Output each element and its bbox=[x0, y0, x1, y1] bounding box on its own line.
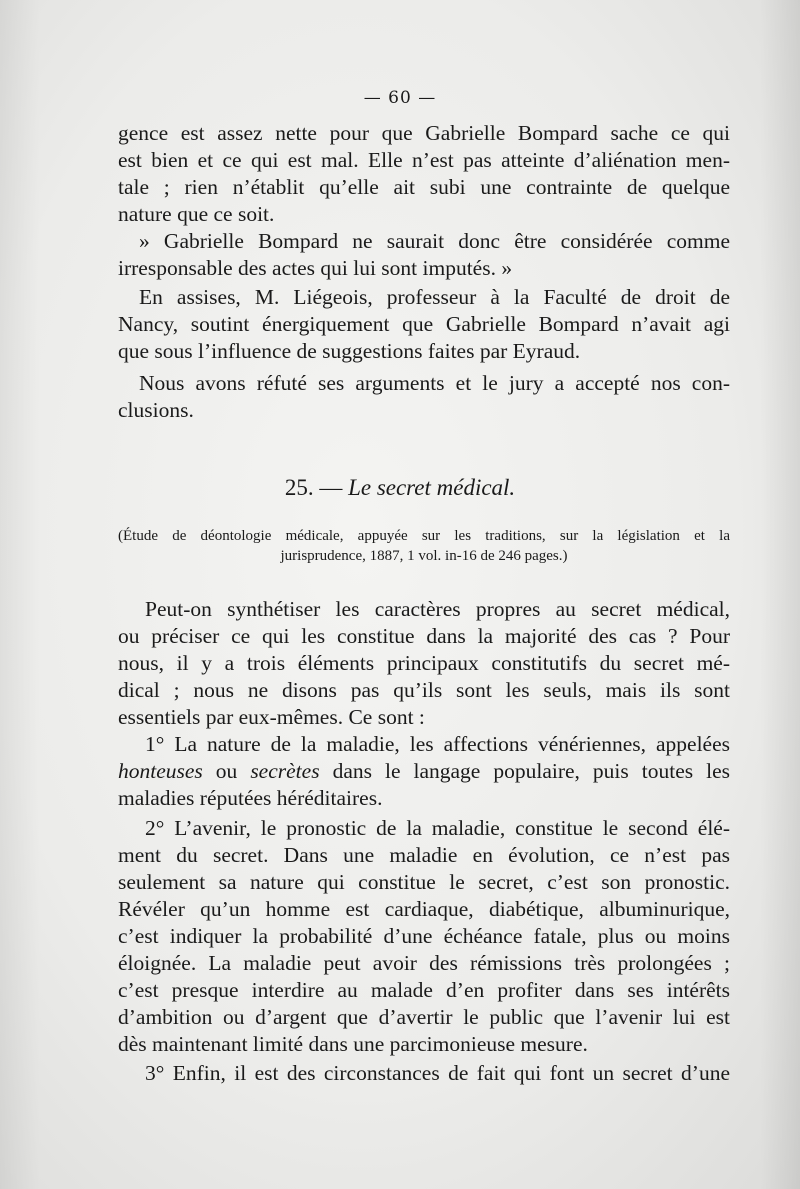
section-title bbox=[0, 475, 800, 501]
text-line: clusions. bbox=[118, 398, 194, 422]
text-line: nous, il y a trois éléments principaux constitutifs du secret mé- bbox=[118, 651, 730, 675]
text-line: Peut-on synthétiser les caractères propres au secret médical, bbox=[145, 597, 730, 621]
text-line: tale ; rien n’établit qu’elle ait subi une contrainte de quelque bbox=[118, 175, 730, 199]
italic-word: honteuses bbox=[118, 759, 203, 783]
text-line: » Gabrielle Bompard ne saurait donc être considérée comme bbox=[139, 229, 730, 253]
text-line: gence est assez nette pour que Gabrielle Bompard sache ce qui bbox=[118, 121, 730, 145]
text-line: irresponsable des actes qui lui sont imputés. » bbox=[118, 256, 513, 280]
page-number: — 60 — bbox=[363, 88, 437, 108]
text-line: dès maintenant limité dans une parcimonieuse mesure. bbox=[118, 1032, 588, 1056]
text-line: 2° L’avenir, le pronostic de la maladie, constitue le second élé- bbox=[145, 816, 730, 840]
text-line: 1° La nature de la maladie, les affections vénériennes, appelées bbox=[145, 732, 730, 756]
text-line: éloignée. La maladie peut avoir des rémissions très prolongées ; bbox=[118, 951, 730, 975]
text-line: maladies réputées héréditaires. bbox=[118, 786, 383, 810]
italic-word: secrètes bbox=[250, 759, 320, 783]
section-dash: — bbox=[319, 475, 343, 500]
section-number: 25. bbox=[284, 475, 314, 500]
section-caption-line-2: jurisprudence, 1887, 1 vol. in-16 de 246 pages.) bbox=[280, 548, 568, 564]
page-shadow-right bbox=[760, 0, 800, 1189]
text-line: c’est presque interdire au malade d’en profiter dans ses intérêts bbox=[118, 978, 730, 1002]
text-line: seulement sa nature qui constitue le secret, c’est son pronostic. bbox=[118, 870, 730, 894]
page-shadow-left bbox=[0, 0, 40, 1189]
text-line: Nous avons réfuté ses arguments et le jury a accepté nos con- bbox=[139, 371, 730, 395]
section-heading: Le secret médical. bbox=[348, 475, 516, 500]
text-line: Révéler qu’un homme est cardiaque, diabétique, albuminurique, bbox=[118, 897, 730, 921]
section-caption-line-1: (Étude de déontologie médicale, appuyée sur les traditions, sur la législation et la bbox=[118, 528, 730, 544]
text-line: c’est indiquer la probabilité d’une échéance fatale, plus ou moins bbox=[118, 924, 730, 948]
text-line: 3° Enfin, il est des circonstances de fait qui font un secret d’une bbox=[145, 1061, 730, 1085]
text-line: nature que ce soit. bbox=[118, 202, 275, 226]
text-line: dical ; nous ne disons pas qu’ils sont les seuls, mais ils sont bbox=[118, 678, 730, 702]
text-line-with-italics bbox=[118, 758, 730, 785]
text-line: que sous l’influence de suggestions faites par Eyraud. bbox=[118, 339, 581, 363]
text-line: Nancy, soutint énergiquement que Gabrielle Bompard n’avait agi bbox=[118, 312, 730, 336]
text-line: ou préciser ce qui les constitue dans la majorité des cas ? Pour bbox=[118, 624, 730, 648]
text-line: d’ambition ou d’argent que d’avertir le public que l’avenir lui est bbox=[118, 1005, 730, 1029]
text-segment: ou bbox=[202, 759, 251, 783]
text-segment: dans le langage populaire, puis toutes les bbox=[319, 759, 730, 783]
text-line: essentiels par eux-mêmes. Ce sont : bbox=[118, 705, 425, 729]
text-line: ment du secret. Dans une maladie en évolution, ce n’est pas bbox=[118, 843, 730, 867]
text-line: En assises, M. Liégeois, professeur à la Faculté de droit de bbox=[139, 285, 730, 309]
text-line: est bien et ce qui est mal. Elle n’est pas atteinte d’aliénation men- bbox=[118, 148, 730, 172]
